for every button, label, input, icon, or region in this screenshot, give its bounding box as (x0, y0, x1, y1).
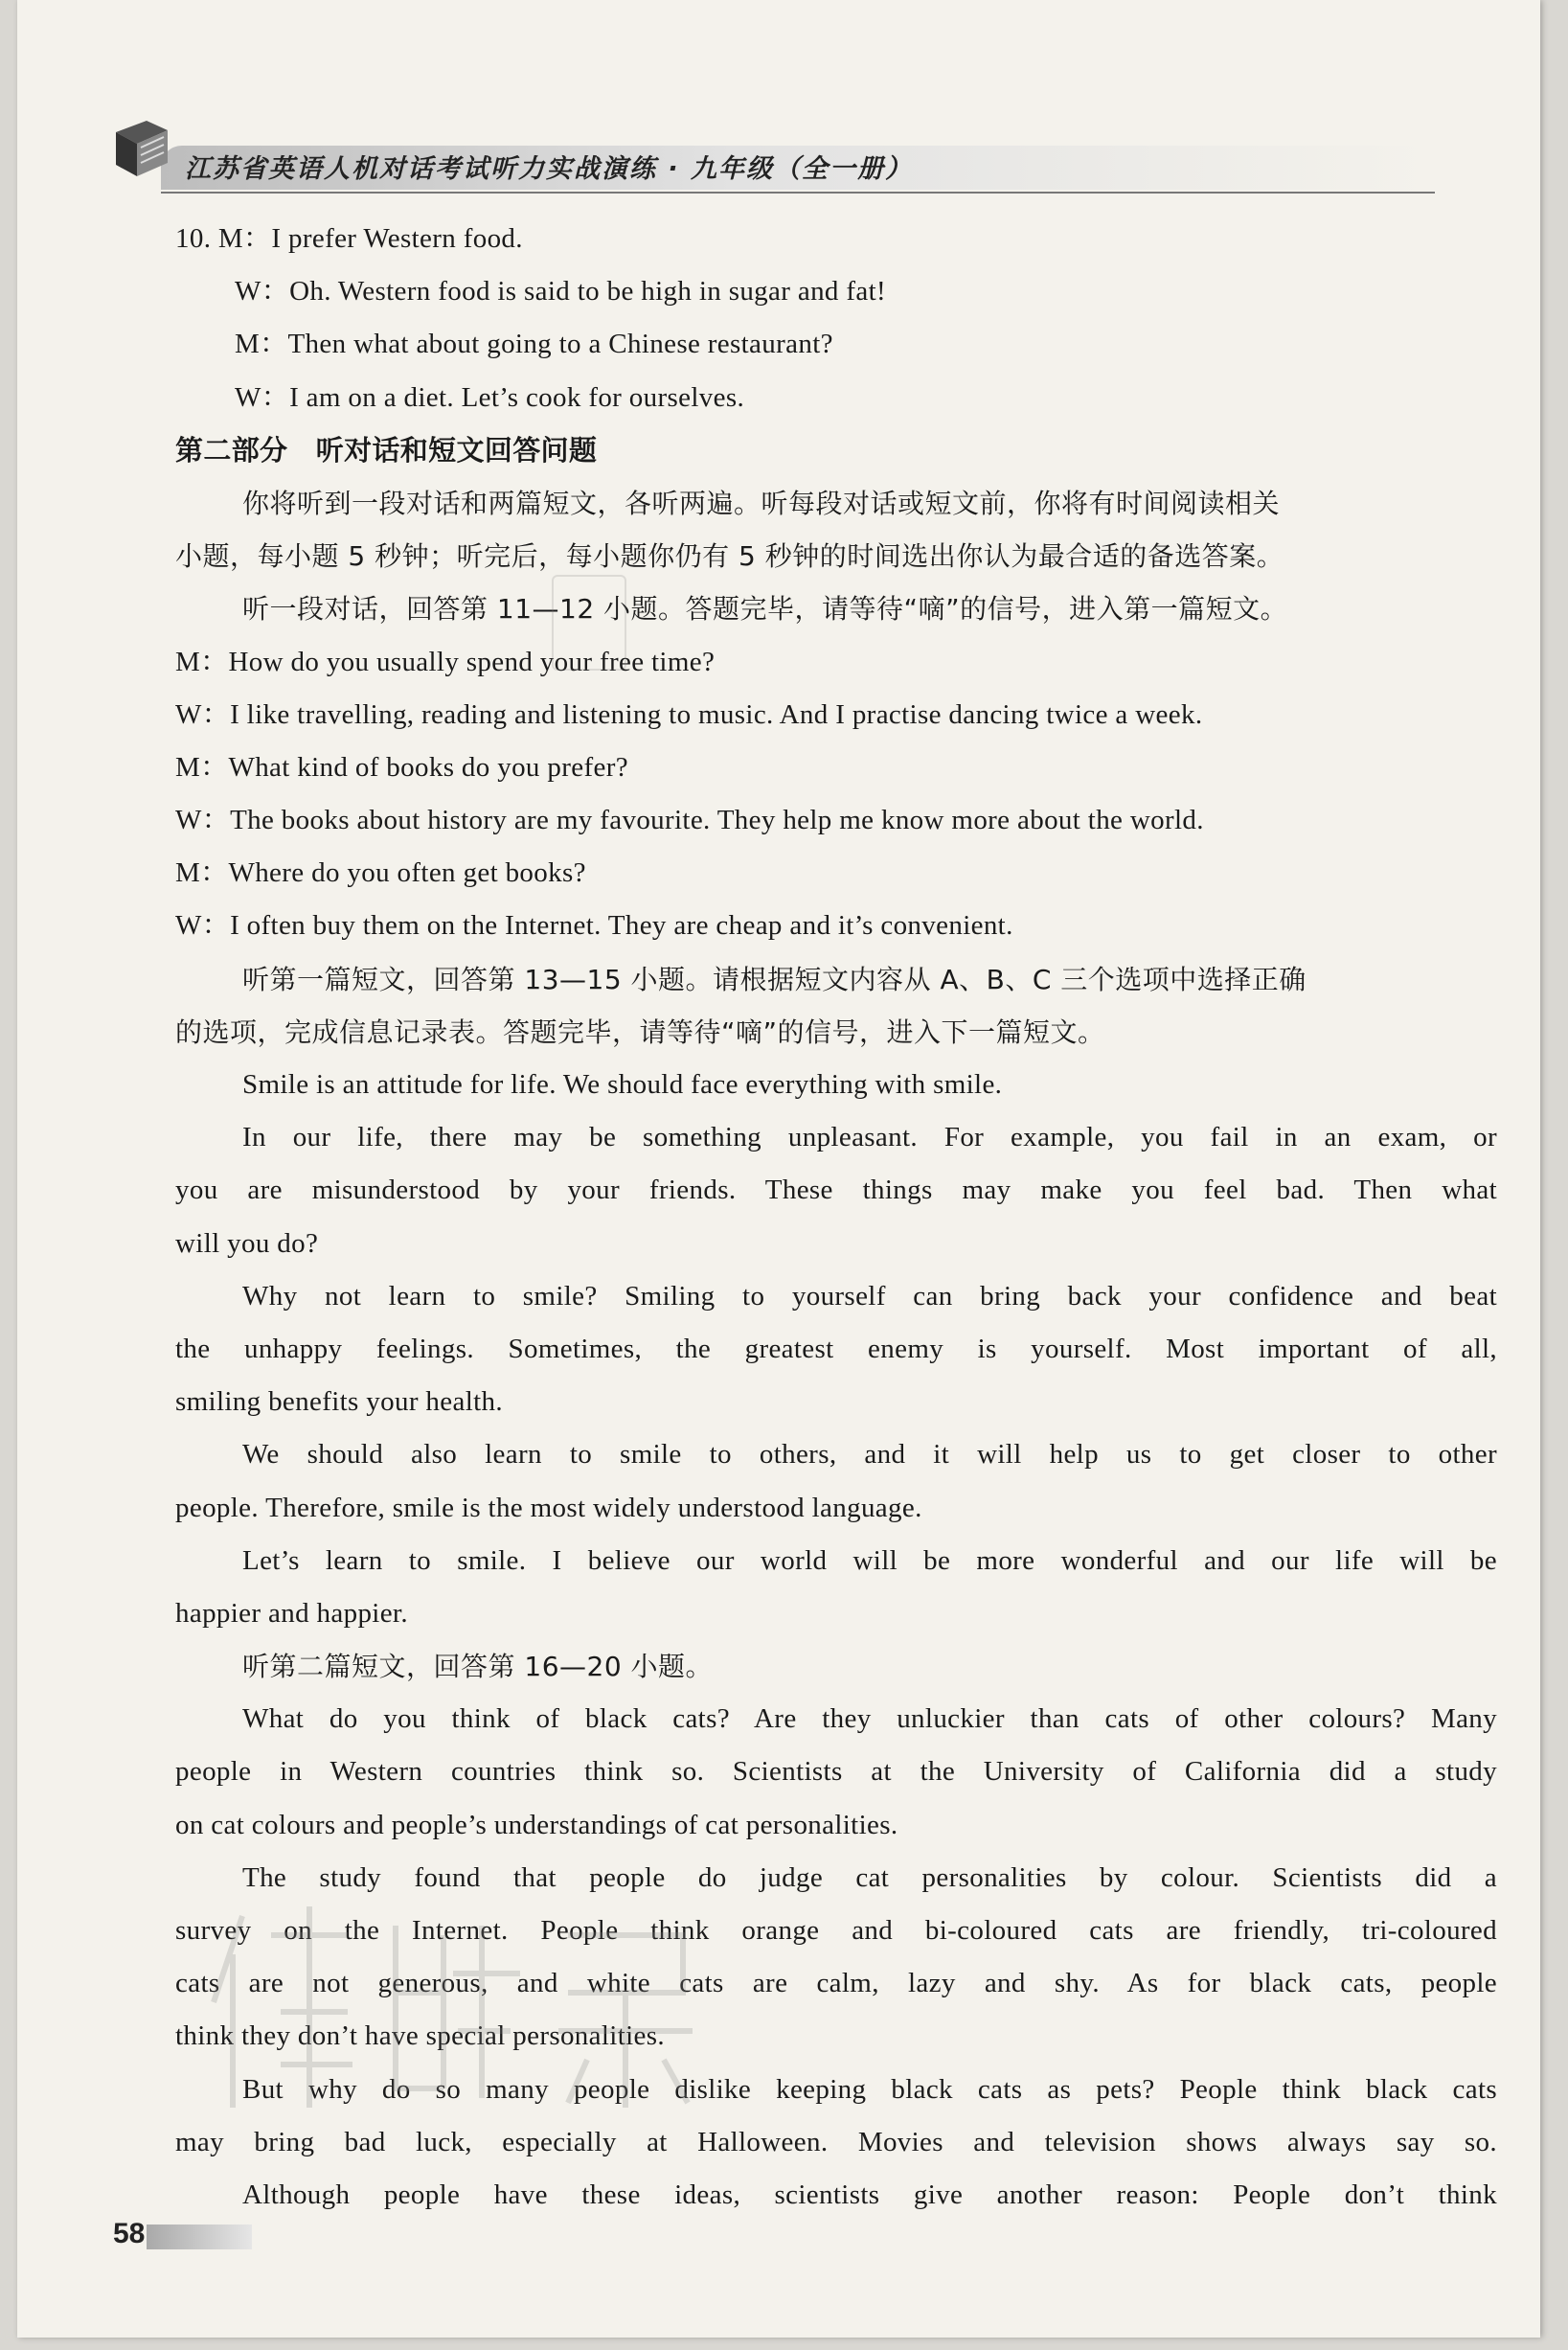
header-divider (161, 192, 1435, 194)
page-number: 58 (113, 2218, 146, 2249)
passage-line: But why do so many people dislike keeping black cats as pets? People think black cats (242, 2073, 1497, 2105)
dialogue-line: W：Oh. Western food is said to be high in sugar and fat! (235, 276, 887, 308)
dialogue-line: W：The books about history are my favourite. They help me know more about the world. (175, 805, 1204, 836)
instruction-line: 你将听到一段对话和两篇短文，各听两遍。听每段对话或短文前，你将有时间阅读相关 (242, 487, 1281, 519)
dialogue-line: M：Where do you often get books? (175, 857, 586, 889)
passage-line: happier and happier. (175, 1597, 408, 1629)
passage-line: think they don’t have special personalities. (175, 2020, 665, 2052)
section-heading: 第二部分 听对话和短文回答问题 (175, 433, 598, 467)
passage-line: will you do? (175, 1227, 319, 1259)
instruction-line: 的选项，完成信息记录表。答题完毕，请等待“嘀”的信号，进入下一篇短文。 (175, 1015, 1105, 1048)
instruction-line: 听一段对话，回答第 11—12 小题。答题完毕，请等待“嘀”的信号，进入第一篇短文。 (242, 593, 1288, 626)
passage-line: may bring bad luck, especially at Halloween. Movies and television shows always say so. (175, 2126, 1497, 2157)
passage-line: In our life, there may be something unpleasant. For example, you fail in an exam, or (242, 1122, 1497, 1153)
passage-line: What do you think of black cats? Are they unluckier than cats of other colours? Many (242, 1703, 1497, 1735)
passage-line: Why not learn to smile? Smiling to yourself can bring back your confidence and beat (242, 1280, 1497, 1312)
instruction-line: 小题，每小题 5 秒钟；听完后，每小题你仍有 5 秒钟的时间选出你认为最合适的备选答案。 (175, 540, 1284, 573)
passage-line: smiling benefits your health. (175, 1386, 503, 1418)
passage-line: Let’s learn to smile. I believe our world will be more wonderful and our life will be (242, 1544, 1497, 1576)
instruction-line: 听第一篇短文，回答第 13—15 小题。请根据短文内容从 A、B、C 三个选项中选择正确 (242, 963, 1307, 995)
stamp-mark (552, 575, 626, 671)
book-icon (108, 113, 175, 182)
passage-line: survey on the Internet. People think orange and bi-coloured cats are friendly, tri-coloured (175, 1915, 1497, 1946)
dialogue-line: W：I often buy them on the Internet. They are cheap and it’s convenient. (175, 910, 1013, 942)
passage-line: on cat colours and people’s understandings of cat personalities. (175, 1809, 898, 1840)
page-number-band (147, 2225, 252, 2249)
passage-line: We should also learn to smile to others, and it will help us to get closer to other (242, 1439, 1497, 1471)
instruction-line: 听第二篇短文，回答第 16—20 小题。 (242, 1651, 714, 1683)
dialogue-line: M：Then what about going to a Chinese restaurant? (235, 329, 833, 360)
dialogue-line: M：What kind of books do you prefer? (175, 751, 628, 783)
passage-line: the unhappy feelings. Sometimes, the greatest enemy is yourself. Most important of all, (175, 1333, 1497, 1364)
header-title: 江苏省英语人机对话考试听力实战演练 · 九年级（全一册） (185, 154, 914, 184)
passage-line: cats are not generous, and white cats are calm, lazy and shy. As for black cats, people (175, 1968, 1497, 1999)
passage-line: Although people have these ideas, scientists give another reason: People don’t think (242, 2179, 1497, 2210)
dialogue-line: W：I am on a diet. Let’s cook for ourselves. (235, 381, 745, 413)
passage-line: people. Therefore, smile is the most widely understood language. (175, 1492, 922, 1523)
passage-line: The study found that people do judge cat personalities by colour. Scientists did a (242, 1861, 1497, 1893)
passage-line: you are misunderstood by your friends. These things may make you feel bad. Then what (175, 1175, 1497, 1206)
passage-line: Smile is an attitude for life. We should face everything with smile. (242, 1069, 1003, 1100)
page-header (108, 105, 1430, 201)
passage-line: people in Western countries think so. Scientists at the University of California did a study (175, 1756, 1497, 1788)
textbook-page (17, 0, 1540, 2338)
dialogue-line: M：How do you usually spend your free time? (175, 646, 716, 677)
dialogue-line: 10. M：I prefer Western food. (175, 223, 523, 254)
dialogue-line: W：I like travelling, reading and listening to music. And I practise dancing twice a week. (175, 698, 1203, 730)
watermark-graphic (204, 1897, 702, 2117)
